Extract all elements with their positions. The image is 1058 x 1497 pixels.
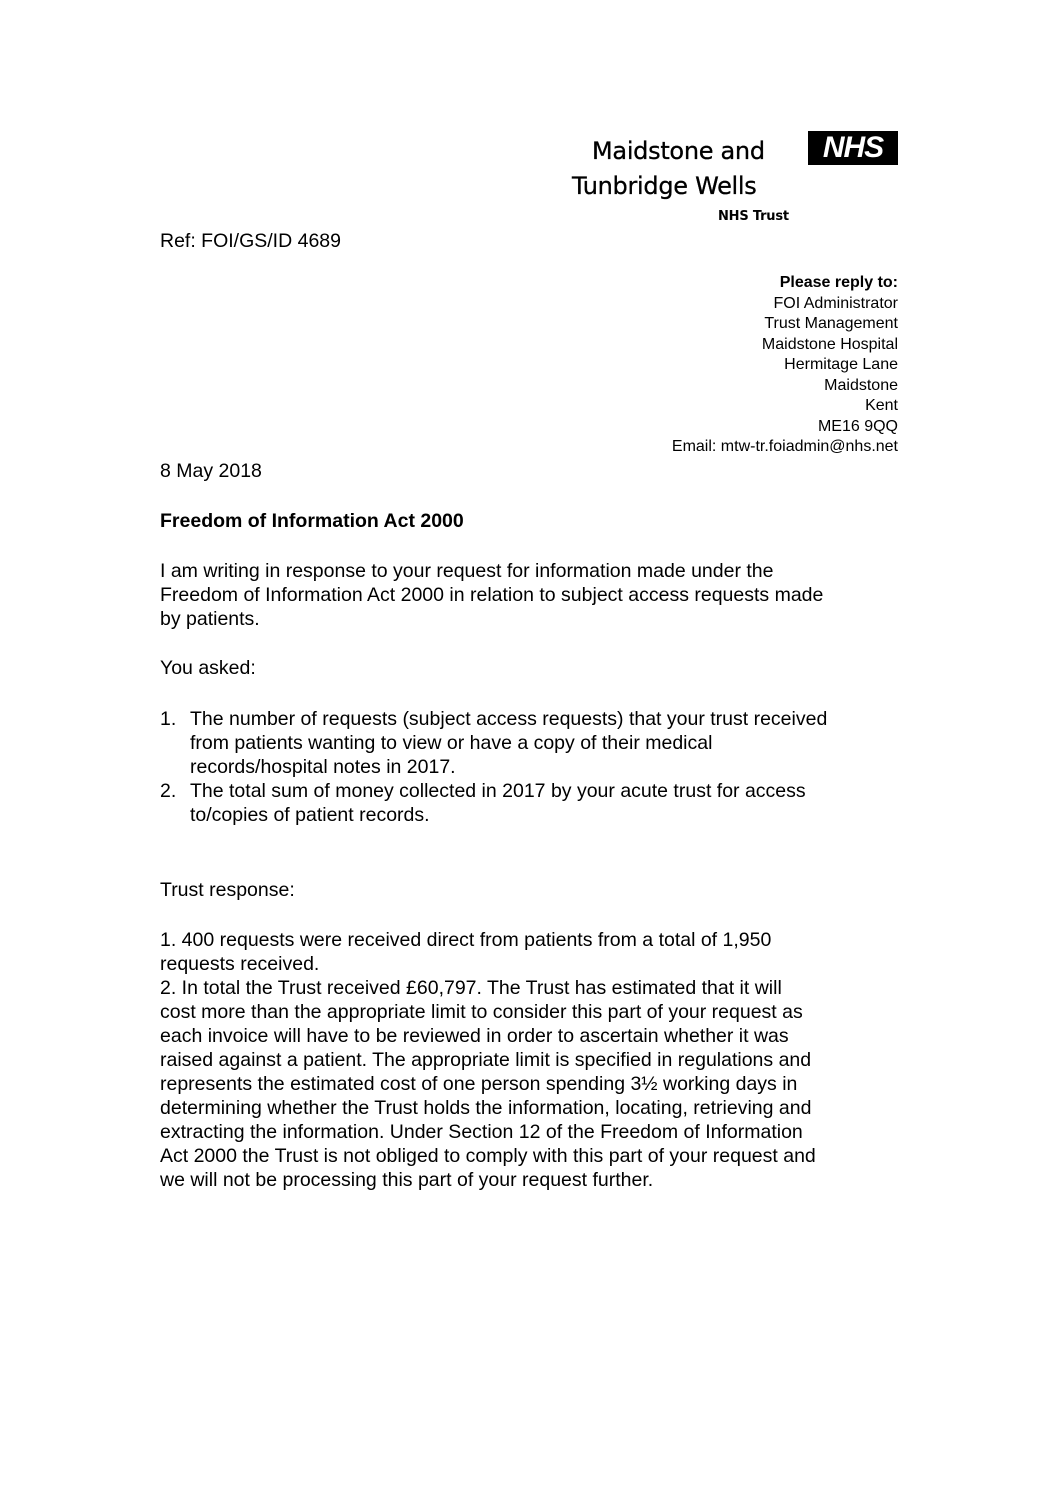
address-line: Maidstone: [824, 376, 898, 394]
address-line: Hermitage Lane: [784, 356, 898, 373]
letter-heading: Freedom of Information Act 2000: [160, 510, 464, 532]
question-line: records/hospital notes in 2017.: [190, 756, 456, 778]
you-asked-label: You asked:: [160, 657, 256, 679]
response-line: extracting the information. Under Section 12 of the Freedom of Information: [160, 1121, 803, 1143]
response-line: determining whether the Trust holds the information, locating, retrieving and: [160, 1097, 812, 1119]
address-line: Maidstone Hospital: [761, 335, 898, 353]
trust-response-label: Trust response:: [160, 879, 295, 901]
address-line: Trust Management: [764, 315, 898, 332]
logo-name-line2: Tunbridge Wells: [572, 172, 757, 200]
reply-label: Please reply to:: [779, 274, 898, 291]
questions-list: [160, 707, 827, 827]
response-line: Act 2000 the Trust is not obliged to comply with this part of your request and: [160, 1145, 816, 1167]
reference-number: Ref: FOI/GS/ID 4689: [160, 230, 341, 252]
question-line: The total sum of money collected in 2017 by your acute trust for access: [190, 780, 806, 802]
reply-email: Email: mtw-tr.foiadmin@nhs.net: [671, 438, 898, 455]
response-line: 1. 400 requests were received direct from patients from a total of 1,950: [160, 929, 772, 951]
question-line: from patients wanting to view or have a copy of their medical: [190, 732, 713, 754]
response-line: represents the estimated cost of one person spending 3½ working days in: [160, 1073, 798, 1095]
question-number: 1.: [160, 708, 177, 730]
response-line: each invoice will have to be reviewed in order to ascertain whether it was: [160, 1025, 789, 1047]
intro-paragraph: [160, 559, 823, 631]
response-line: requests received.: [160, 953, 320, 975]
logo-subtitle: NHS Trust: [718, 209, 789, 224]
response-line: raised against a patient. The appropriate limit is specified in regulations and: [160, 1049, 812, 1071]
question-item: [160, 707, 827, 779]
address-line: Kent: [865, 397, 898, 414]
logo-name-line1: Maidstone and: [592, 137, 765, 165]
intro-line: I am writing in response to your request for information made under the: [160, 560, 774, 582]
intro-line: by patients.: [160, 608, 260, 630]
letter-date: 8 May 2018: [160, 460, 262, 482]
question-item: [160, 779, 827, 827]
question-line: The number of requests (subject access requests) that your trust received: [190, 708, 828, 730]
question-number: 2.: [160, 780, 177, 802]
reply-address-block: [672, 273, 898, 458]
intro-line: Freedom of Information Act 2000 in relation to subject access requests made: [160, 584, 824, 606]
response-line: cost more than the appropriate limit to consider this part of your request as: [160, 1001, 803, 1023]
address-line: FOI Administrator: [773, 294, 898, 312]
address-postcode: ME16 9QQ: [817, 417, 898, 435]
response-line: 2. In total the Trust received £60,797. The Trust has estimated that it will: [160, 977, 782, 999]
response-line: we will not be processing this part of your request further.: [160, 1169, 654, 1191]
trust-response-body: [160, 928, 816, 1192]
question-line: to/copies of patient records.: [190, 804, 430, 826]
nhs-logo-badge: NHS: [808, 131, 898, 165]
